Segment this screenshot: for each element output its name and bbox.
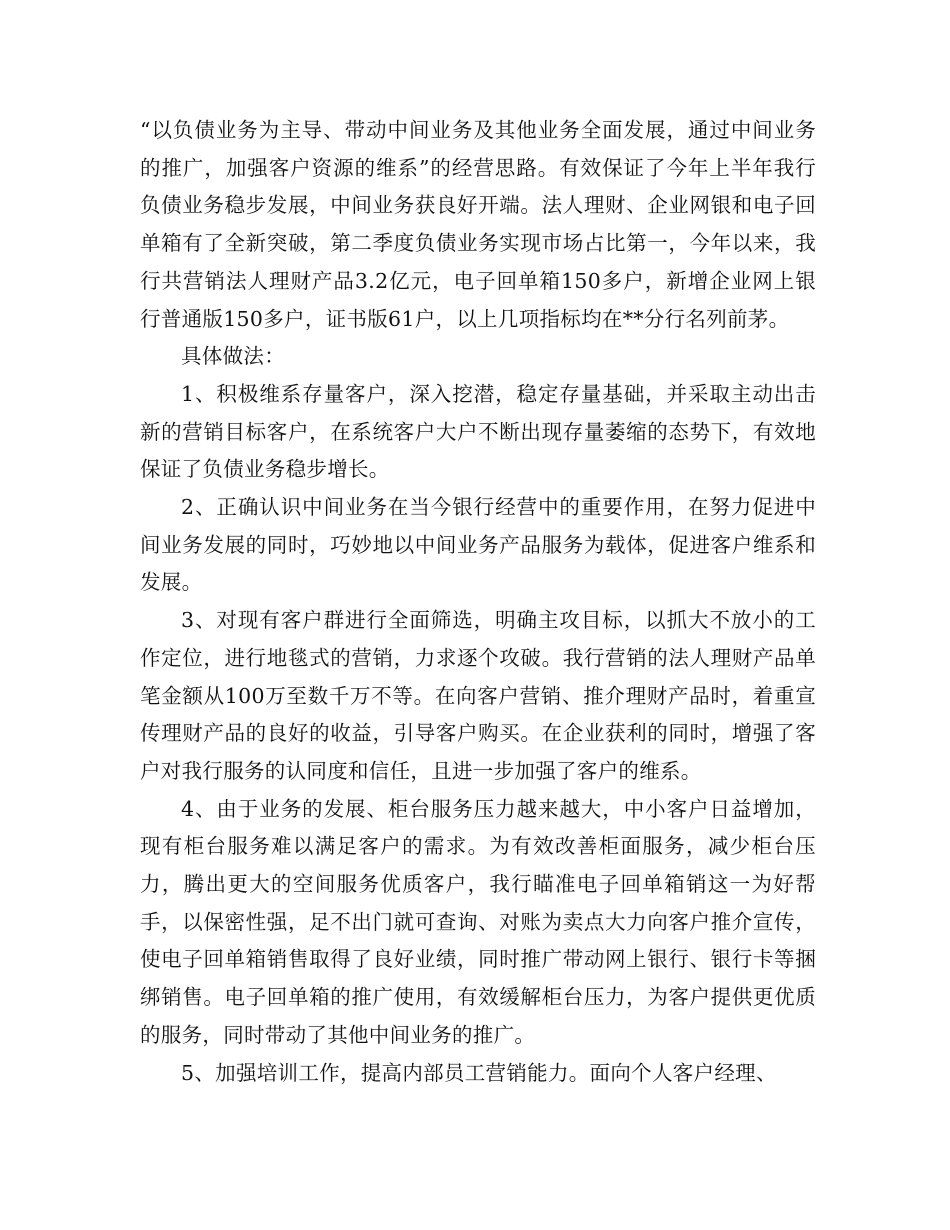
paragraph-item-5: 5、加强培训工作，提高内部员工营销能力。面向个人客户经理、	[181, 1060, 777, 1085]
paragraph-specific-methods-heading: 具体做法：	[181, 344, 285, 369]
paragraph-item-4: 4、由于业务的发展、柜台服务压力越来越大，中小客户日益增加，现有柜台服务难以满足客户的需求。为有效改善柜面服务，减少柜台压力，腾出更大的空间服务优质客户，我行瞄准电子回单箱销这一为好帮手，以保密性强，足不出门就可查询、对账为卖点大力向客户推介宣传，使电子回单箱销售取得了良好业绩，同时推广带动网上银行、银行卡等捆绑销售。电子回单箱的推广使用，有效缓解柜台压力，为客户提供更优质的服务，同时带动了其他中间业务的推广。	[140, 796, 816, 1047]
paragraph-item-3: 3、对现有客户群进行全面筛选，明确主攻目标，以抓大不放小的工作定位，进行地毯式的营销，力求逐个攻破。我行营销的法人理财产品单笔金额从100万至数千万不等。在向客户营销、推介理财产品时，着重宣传理财产品的良好的收益，引导客户购买。在企业获利的同时，增强了客户对我行服务的认同度和信任，且进一步加强了客户的维系。	[140, 608, 816, 783]
paragraph-item-2: 2、正确认识中间业务在当今银行经营中的重要作用，在努力促进中间业务发展的同时，巧妙地以中间业务产品服务为载体，促进客户维系和发展。	[140, 495, 816, 595]
document-body	[140, 112, 816, 1092]
paragraph-item-1: 1、积极维系存量客户，深入挖潜，稳定存量基础，并采取主动出击新的营销目标客户，在系统客户大户不断出现存量萎缩的态势下，有效地保证了负债业务稳步增长。	[140, 381, 816, 482]
paragraph-business-strategy: “以负债业务为主导、带动中间业务及其他业务全面发展，通过中间业务的推广，加强客户资源的维系”的经营思路。有效保证了今年上半年我行负债业务稳步发展，中间业务获良好开端。法人理财、企业网银和电子回单箱有了全新突破，第二季度负债业务实现市场占比第一，今年以来，我行共营销法人理财产品3.2亿元，电子回单箱150多户，新增企业网上银行普通版150多户，证书版61户，以上几项指标均在**分行名列前茅。	[140, 118, 816, 331]
